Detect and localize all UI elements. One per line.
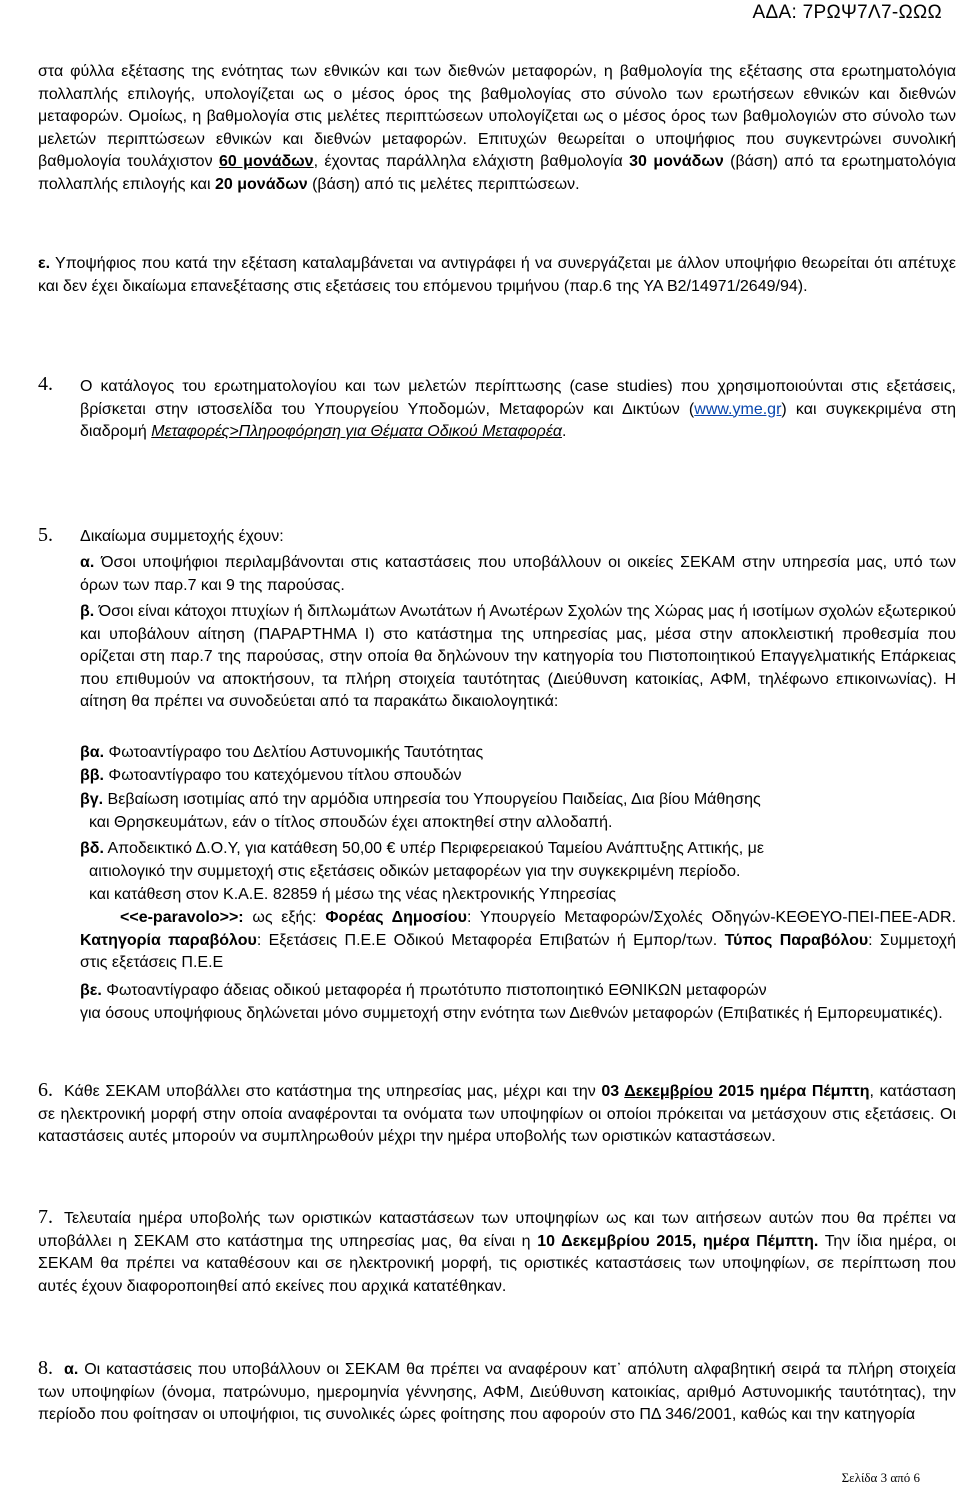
section-5-alpha — [80, 552, 956, 597]
section-6-paragraph — [38, 1081, 956, 1149]
footer-page: 3 — [880, 1470, 888, 1485]
section-5-beta — [80, 601, 956, 714]
section-5-title: Δικαίωμα συμμετοχής έχουν: — [80, 528, 284, 545]
intro-text-4: (βάση) από τις μελέτες περιπτώσεων. — [307, 175, 580, 193]
bd-text-1: Αποδεικτικό Δ.Ο.Υ, για κατάθεση 50,00 € υπέρ Περιφερειακού Ταμείου Ανάπτυξης Αττικής, με — [103, 840, 765, 857]
section-4-text-3: . — [561, 423, 567, 441]
bb-text: Φωτοαντίγραφο του κατεχόμενου τίτλου σπουδών — [103, 767, 462, 784]
bd-label: βδ. — [80, 840, 104, 857]
page-footer — [842, 1470, 920, 1486]
paravolo-text-2: : Υπουργείο Μεταφορών/Σχολές Οδηγών-ΚΕΘΕΥΟ-ΠΕΙ-ΠΕΕ-ADR. — [466, 909, 957, 926]
be-text-1: Φωτοαντίγραφο άδειας οδικού μεταφορέα ή πρωτότυπο πιστοποιητικό ΕΘΝΙΚΩΝ μεταφορών — [101, 982, 767, 999]
section-7-bold-date: 10 Δεκεμβρίου 2015, ημέρα Πέμπτη. — [537, 1232, 819, 1250]
section-7-text-1: Τελευταία ημέρα υποβολής των οριστικών καταστάσεων των υποψηφίων ως και των αιτήσεων αυτών που θα πρέπει να υποβάλλει η ΣΕΚΑΜ στο κατάστημα της υπηρεσίας μας, θα είναι η — [38, 1210, 956, 1250]
item-bg — [80, 789, 956, 812]
paravolo-bold-foreas: Φορέας Δημοσίου — [325, 909, 467, 926]
section-6-number: 6. — [38, 1079, 53, 1101]
intro-text-1: στα φύλλα εξέτασης της ενότητας των εθνικών και των διεθνών μεταφορών, η βαθμολογία της εξέτασης στα ερωτηματολόγια πολλαπλής επιλογής, υπολογίζεται ως ο μέσος όρος της βαθμολογίας στο σύνολο των ερωτήσεων εθνικών και διεθνών μεταφορών. Ομοίως, η βαθμολογία στις μελέτες περιπτώσεων υπολογίζεται ως ο μέσος όρος των βαθμολογιών στο σύνολο των μελετών περιπτώσεων εθνικών και διεθνών μεταφορών. Επιτυχών θεωρείται ο υποψήφιος που συγκεντρώνει συνολική βαθμολογία τουλάχιστον — [38, 63, 956, 171]
footer-total: 6 — [913, 1470, 920, 1485]
bg-label: βγ. — [80, 791, 104, 808]
section-6-text-2: , κατάσταση σε ηλεκτρονική μορφή στην οποία αναφέρονται τα ονόματα των υποψηφίων οι οποίοι πρόκειται να μετάσχουν στις εξετάσεις. Οι καταστάσεις αυτές μπορούν να συμπληρωθούν μέχρι την ημέρα υποβολής των οριστικών καταστάσεων. — [38, 1083, 957, 1146]
section-6-bold-03: 03 — [601, 1083, 625, 1100]
ba-label: βα. — [80, 744, 105, 761]
bg-text-1: Βεβαίωση ισοτιμίας από την αρμόδια υπηρεσία του Υπουργείου Παιδείας, Δια βίου Μάθησης — [103, 791, 761, 808]
bb-label: ββ. — [80, 767, 104, 784]
section-8-label: α. — [64, 1361, 79, 1378]
intro-text-2: , έχοντας παράλληλα ελάχιστη βαθμολογία — [313, 153, 630, 171]
intro-text-3: (βάση) από τα ερωτηματολόγια πολλαπλής επιλογής και — [38, 153, 957, 193]
e-paravolo-paragraph — [80, 907, 956, 975]
yme-website-link[interactable]: www.yme.gr — [694, 400, 782, 418]
section-4-text-1: Ο κατάλογος του ερωτηματολογίου και των μελετών περίπτωσης (case studies) που χρησιμοποιούνται στις εξετάσεις, βρίσκεται στην ιστοσελίδα του Υπουργείου Υποδομών, Μεταφορών και Δικτύων ( — [80, 378, 956, 418]
intro-bold-60: 60 μονάδων — [218, 153, 314, 171]
section-8-number: 8. — [38, 1357, 53, 1379]
item-be-line2: για όσους υποψήφιους δηλώνεται μόνο συμμετοχή στην ενότητα των Διεθνών μεταφορών (Επιβατικές ή Εμπορευματικές). — [80, 1005, 943, 1022]
e-paravolo-label: <<e-paravolo>>: — [120, 909, 244, 926]
section-6-bold-december: Δεκεμβρίου — [624, 1083, 713, 1100]
section-7-text-2: Την ίδια ημέρα, οι ΣΕΚΑΜ θα πρέπει να καταθέσουν και σε ηλεκτρονική μορφή, τις οριστικές καταστάσεις των υποψηφίων, σε περίπτωση που αυτές έχουν διαφοροποιηθεί από εκείνες που αρχικά κατατέθηκαν. — [38, 1232, 957, 1295]
paravolo-bold-type: Τύπος Παραβόλου — [724, 931, 869, 949]
epsilon-label: ε. — [38, 255, 51, 272]
item-bd — [80, 838, 956, 861]
ada-header: ΑΔΑ: 7ΡΩΨ7Λ7-ΩΩΩ — [752, 2, 942, 23]
paravolo-bold-category: Κατηγορία παραβόλου — [80, 931, 257, 949]
section-7-number: 7. — [38, 1206, 53, 1228]
footer-label: Σελίδα — [841, 1470, 878, 1485]
navigation-path: Μεταφορές>Πληροφόρηση για Θέματα Οδικού Μεταφορέα — [151, 423, 562, 441]
paravolo-text-1: ως εξής: — [243, 909, 326, 926]
paravolo-text-3: : Εξετάσεις Π.Ε.Ε Οδικού Μεταφορέα Επιβατών ή Εμπορ/των. — [256, 931, 725, 949]
beta-text: Όσοι είναι κάτοχοι πτυχίων ή διπλωμάτων Ανωτάτων ή Ανωτέρων Σχολών της Χώρας μας ή ισοτίμων σχολών εξωτερικού και υποβάλουν αίτηση (ΠΑΡΑΡΤΗΜΑ Ι) στο κατάστημα της υπηρεσίας μας, μέσα στην αποκλειστική προθεσμία που ορίζεται στη παρ.7 της παρούσας, στην οποία θα δηλώνουν την κατηγορία του Πιστοποιητικού Επαγγελματικής Επάρκειας που επιθυμούν να αποκτήσουν, τα πλήρη στοιχεία ταυτότητας (Διεύθυνση κατοικίας, ΑΦΜ, τηλέφωνο επικοινωνίας). Η αίτηση θα πρέπει να συνοδεύεται από τα παρακάτω δικαιολογητικά: — [80, 603, 956, 711]
section-7-paragraph — [38, 1208, 956, 1298]
intro-bold-30: 30 μονάδων — [629, 153, 724, 171]
be-label: βε. — [80, 982, 102, 999]
section-8-paragraph — [38, 1359, 956, 1427]
intro-bold-20: 20 μονάδων — [215, 175, 308, 193]
section-5-number: 5. — [38, 524, 53, 546]
ba-text: Φωτοαντίγραφο του Δελτίου Αστυνομικής Ταυτότητας — [104, 744, 484, 761]
epsilon-text: Υποψήφιος που κατά την εξέταση καταλαμβάνεται να αντιγράφει ή να συνεργάζεται με άλλον υποψήφιο θεωρείται ότι απέτυχε και δεν έχει δικαίωμα επανεξέτασης στις εξετάσεις του επόμενου τριμήνου (παρ.6 της ΥΑ Β2/14971/2649/94). — [38, 255, 956, 295]
epsilon-paragraph — [38, 253, 956, 298]
item-be — [80, 980, 956, 1003]
item-bg-line2: και Θρησκευμάτων, εάν ο τίτλος σπουδών έχει αποκτηθεί στην αλλοδαπή. — [89, 814, 613, 831]
item-bd-line2: αιτιολογικό την συμμετοχή στις εξετάσεις οδικών μεταφορέων για την συγκεκριμένη περίοδο. — [89, 863, 741, 880]
alpha-text: Όσοι υποψήφιοι περιλαμβάνονται στις καταστάσεις που υποβάλλουν οι οικείες ΣΕΚΑΜ στην υπηρεσία μας, υπό των όρων των παρ.7 και 9 της παρούσας. — [80, 554, 956, 594]
footer-of: από — [890, 1470, 911, 1485]
section-8-text: Οι καταστάσεις που υποβάλλουν οι ΣΕΚΑΜ θα πρέπει να αναφέρουν κατ᾽ απόλυτη αλφαβητική σειρά τα πλήρη στοιχεία των υποψηφίων (όνομα, πατρώνυμο, ημερομηνία γέννησης, ΑΦΜ, Διεύθυνση κατοικίας, αριθμό Αστυνομικής ταυτότητας), την περίοδο που φοίτησαν οι υποψήφιοι, τις συνολικές ώρες φοίτησης που αφορούν στο ΠΔ 346/2001, καθώς και την κατηγορία — [38, 1361, 956, 1424]
item-bb — [80, 765, 956, 788]
paravolo-text-4: : Συμμετοχή στις εξετάσεις Π.Ε.Ε — [80, 931, 956, 972]
section-6-bold-day: 2015 ημέρα Πέμπτη — [712, 1083, 870, 1100]
section-4-text-2: ) και συγκεκριμένα στη διαδρομή — [80, 400, 956, 441]
item-ba — [80, 742, 956, 765]
section-6-text-1: Κάθε ΣΕΚΑΜ υποβάλλει στο κατάστημα της υπηρεσίας μας, μέχρι και την — [64, 1083, 602, 1100]
section-4-number: 4. — [38, 373, 53, 395]
section-4-paragraph — [80, 376, 956, 444]
alpha-label: α. — [80, 554, 95, 571]
intro-paragraph — [38, 61, 956, 197]
item-bd-line3: και κατάθεση στον Κ.Α.Ε. 82859 ή μέσω της νέας ηλεκτρονικής Υπηρεσίας — [89, 886, 617, 903]
beta-label: β. — [80, 603, 95, 620]
